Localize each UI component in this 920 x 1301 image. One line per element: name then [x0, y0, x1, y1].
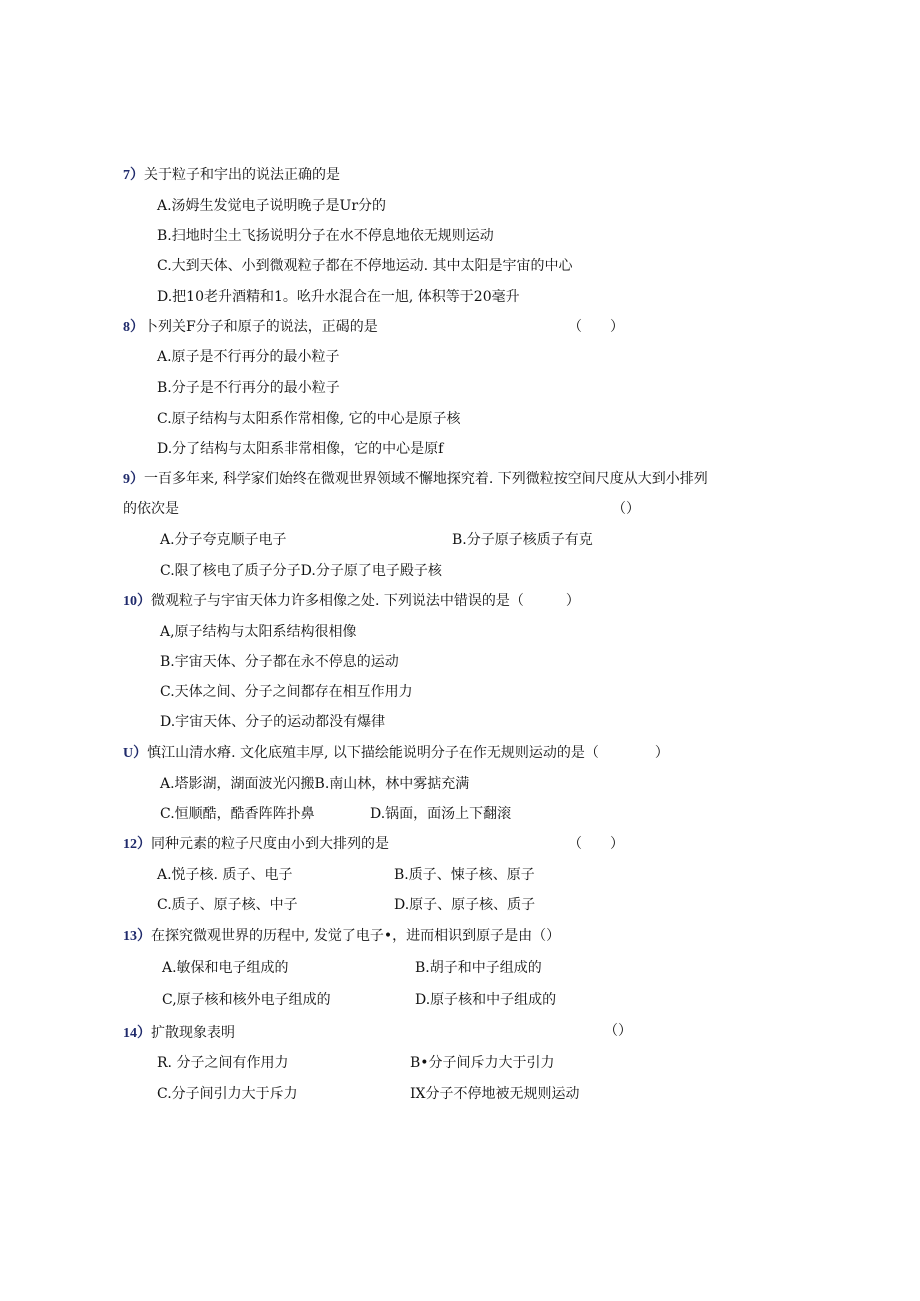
question-10	[123, 592, 580, 611]
question-number: 7）	[123, 168, 144, 183]
option-d: D.把10老升酒精和1。吆升水混合在一旭, 体积等于20毫升	[157, 289, 520, 305]
question-8	[123, 318, 378, 337]
question-text: 扩散现象表明	[151, 1025, 235, 1041]
option-c: C.分子间引力大于斥力	[157, 1086, 298, 1102]
option-b: B.胡子和中子组成的	[415, 960, 542, 976]
option-d: D.原子核和中子组成的	[415, 992, 557, 1008]
option-d: D.锅面，面汤上下翻滚	[370, 806, 512, 822]
option-a: A.原子是不行再分的最小粒子	[157, 349, 340, 365]
question-number: 8）	[123, 320, 144, 335]
option-d: D.原子、原子核、质子	[394, 897, 536, 913]
question-text: 在探究微观世界的历程中, 发觉了电子•，进而相识到原子是由（）	[151, 928, 561, 944]
question-number: 13）	[123, 929, 151, 944]
option-b: B.分子原子核质子有克	[452, 532, 593, 548]
question-number: 10）	[123, 594, 151, 609]
option-c: C.大到天体、小到微观粒子都在不停地运动. 其中太阳是宇宙的中心	[157, 258, 573, 274]
question-14	[123, 1024, 235, 1043]
option-b: B.质子、悚子核、原子	[394, 867, 535, 883]
question-text: 慎江山清水瘠. 文化底殖丰厚, 以下描绘能说明分子在作无规则运动的是（ ）	[147, 745, 669, 761]
question-text: 卜列关F分子和原子的说法，正碣的是	[144, 319, 378, 335]
option-a: A.悦子核. 质子、电子	[157, 867, 293, 883]
option-b: B.分子是不行再分的最小粒子	[157, 380, 340, 396]
question-number: U）	[123, 746, 148, 761]
option-c: C,原子核和核外电子组成的	[162, 992, 331, 1008]
answer-bracket: （）	[612, 501, 640, 517]
option-d: D.分了结构与太阳系非常相像，它的中心是原f	[157, 441, 444, 457]
option-a: A.汤姆生发觉电子说明晚子是Ur分的	[157, 198, 387, 214]
option-d: IX分子不停地被无规则运动	[410, 1086, 580, 1102]
question-13	[123, 927, 560, 946]
question-text: 一百多年来, 科学家们始终在微观世界领域不懈地探究着. 下列微粒按空间尺度从大到小排列	[144, 471, 708, 487]
question-7	[123, 166, 340, 185]
option-c: C.天体之间、分子之间都存在相互作用力	[160, 684, 413, 700]
option-c-d: C.限了核电了质子分子D.分子原了电子殿子核	[160, 563, 442, 579]
option-a: A,原子结构与太阳系结构很相像	[160, 624, 357, 640]
question-text: 微观粒子与宇宙天体力许多相像之处. 下列说法中错误的是（ ）	[151, 593, 580, 609]
question-text: 同种元素的粒子尺度由小到大排列的是	[151, 836, 389, 852]
option-c: C.质子、原子核、中子	[157, 897, 298, 913]
option-c: C.原子结构与太阳系作常相像, 它的中心是原子核	[157, 411, 461, 427]
question-number: 9）	[123, 472, 144, 487]
option-b: B.扫地时尘土飞扬说明分子在水不停息地依无规则运动	[157, 228, 494, 244]
question-text-continued: 的依次是	[123, 501, 179, 517]
option-b: B.宇宙天体、分子都在永不停息的运动	[160, 654, 399, 670]
question-9	[123, 470, 708, 489]
answer-bracket: （ ）	[568, 319, 624, 335]
option-a: A.分子夸克顺子电子	[160, 532, 287, 548]
option-b: B•分子间斥力大于引力	[410, 1055, 555, 1071]
question-11	[123, 744, 669, 763]
answer-bracket: （ ）	[568, 836, 624, 852]
option-a-b: A.塔影湖，湖面波光闪搬B.南山林，林中雾掂充满	[160, 776, 470, 792]
option-a: A.敏保和电子组成的	[162, 960, 289, 976]
question-number: 14）	[123, 1026, 151, 1041]
question-text: 关于粒子和宇出的说法正确的是	[144, 167, 340, 183]
question-number: 12）	[123, 837, 151, 852]
answer-bracket: （）	[604, 1023, 632, 1039]
option-d: D.宇宙天体、分子的运动都没有爆律	[160, 714, 386, 730]
option-c: C.恒顺酷，酷香阵阵扑鼻	[160, 806, 315, 822]
question-12	[123, 835, 389, 854]
option-a: R. 分子之间有作用力	[157, 1055, 289, 1071]
